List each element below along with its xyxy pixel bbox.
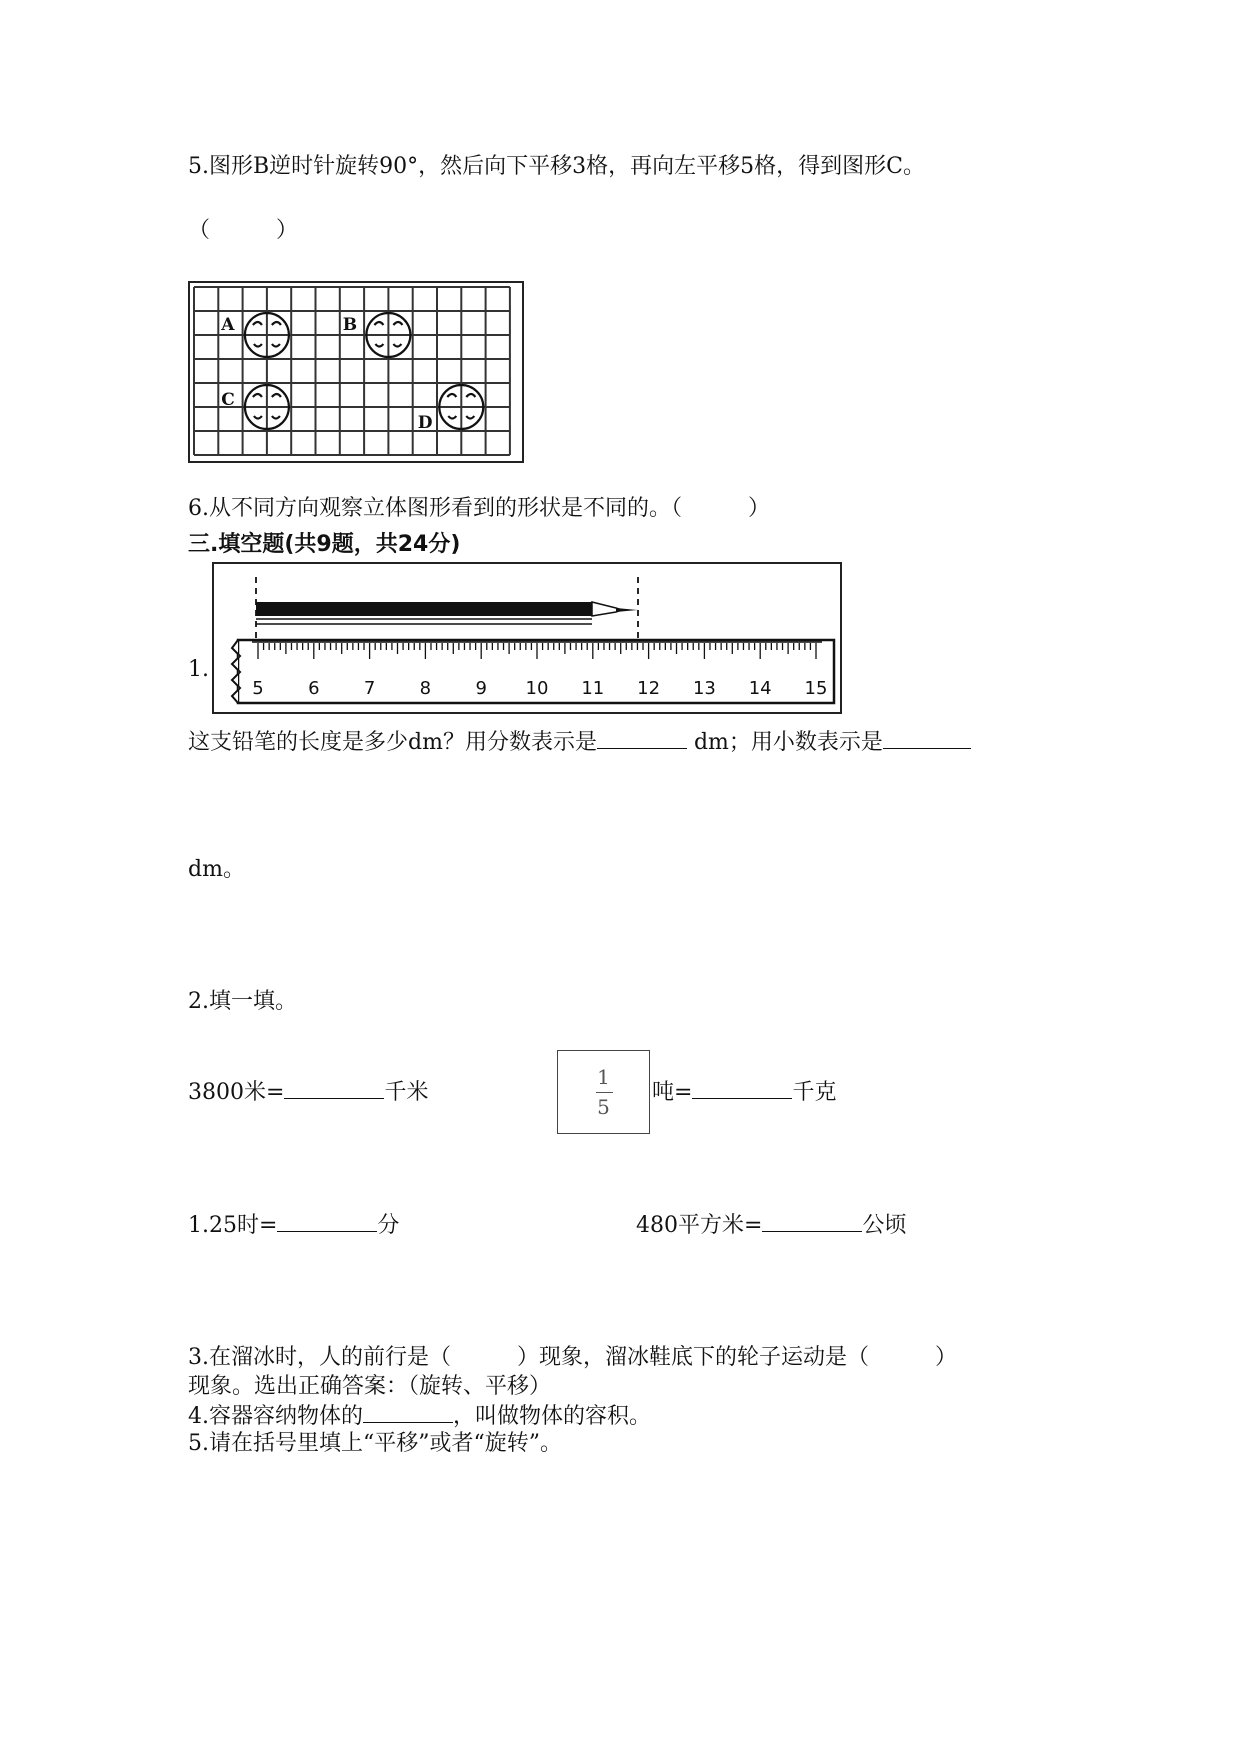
- fill2-sqm-label: 480平方米=: [636, 1213, 763, 1238]
- fraction-numerator: 1: [597, 1065, 610, 1089]
- fill1-fraction-blank[interactable]: [597, 728, 687, 749]
- fill2-row2-left: [188, 1211, 399, 1240]
- fill2-km-blank[interactable]: [284, 1078, 384, 1099]
- fill2-tons-label: 吨=: [652, 1080, 693, 1105]
- fill4-line: [188, 1402, 651, 1431]
- ruler-tick-label: 9: [475, 678, 487, 699]
- fill5-text: 5.请在括号里填上“平移”或者“旋转”。: [188, 1431, 562, 1456]
- pencil-ruler-figure: [212, 562, 842, 714]
- fill2-kg-blank[interactable]: [692, 1078, 792, 1099]
- fill3-line2: 现象。选出正确答案：（旋转、平移）: [188, 1374, 552, 1399]
- grid-label-a: A: [221, 315, 235, 335]
- q5-answer-paren: （ ）: [188, 218, 299, 243]
- fill2-title: 2.填一填。: [188, 989, 297, 1014]
- ruler-tick-label: 14: [748, 678, 772, 699]
- fill2-hectare-unit: 公顷: [862, 1213, 907, 1238]
- fill1-number: 1.: [188, 657, 209, 682]
- ruler-tick-label: 7: [363, 678, 376, 699]
- ruler-tick-label: 13: [692, 678, 716, 699]
- grid-label-b: B: [342, 315, 358, 335]
- fill1-line: [188, 728, 971, 757]
- fill1-unit: dm。: [188, 857, 245, 882]
- fill1-text-a: 这支铅笔的长度是多少dm？用分数表示是: [188, 730, 597, 755]
- q6-text: 6.从不同方向观察立体图形看到的形状是不同的。（ ）: [188, 496, 770, 521]
- fill2-minutes-blank[interactable]: [277, 1211, 377, 1232]
- fill4-text-b: ，叫做物体的容积。: [453, 1404, 652, 1429]
- ruler-tick-label: 6: [308, 678, 320, 699]
- ruler-tick-label: 15: [804, 678, 828, 699]
- fraction-box: [557, 1050, 650, 1134]
- section-title: 三.填空题(共9题，共24分): [188, 532, 461, 557]
- fill2-hours-label: 1.25时=: [188, 1213, 278, 1238]
- fill2-row2-right: [636, 1211, 906, 1240]
- ruler-tick-label: 8: [419, 678, 432, 699]
- fill1-decimal-blank[interactable]: [883, 728, 971, 749]
- fill2-hectare-blank[interactable]: [762, 1211, 862, 1232]
- ruler-tick-label: 5: [252, 678, 264, 699]
- fraction-denominator: 5: [597, 1095, 610, 1119]
- fill2-meters-label: 3800米=: [188, 1080, 285, 1105]
- fill4-blank[interactable]: [363, 1402, 453, 1423]
- ruler-tick-label: 11: [581, 678, 605, 699]
- fraction-bar: [596, 1092, 613, 1093]
- fill2-kg-unit: 千克: [792, 1080, 837, 1105]
- fill2-row1-right: [652, 1078, 836, 1107]
- grid-figure: [188, 281, 524, 463]
- grid-label-d: D: [417, 413, 433, 433]
- fill2-minutes-unit: 分: [377, 1213, 400, 1238]
- q5-text: 5.图形B逆时针旋转90°，然后向下平移3格，再向左平移5格，得到图形C。: [188, 154, 925, 179]
- grid-label-c: C: [221, 390, 235, 410]
- ruler-tick-label: 12: [637, 678, 661, 699]
- fill1-text-b: dm；用小数表示是: [686, 730, 883, 755]
- fill4-text-a: 4.容器容纳物体的: [188, 1404, 363, 1429]
- fill2-km-unit: 千米: [384, 1080, 429, 1105]
- ruler-tick-label: 10: [525, 678, 549, 699]
- fill3-line1: 3.在溜冰时，人的前行是（ ）现象，溜冰鞋底下的轮子运动是（ ）: [188, 1345, 957, 1370]
- fill2-row1-left: [188, 1078, 428, 1107]
